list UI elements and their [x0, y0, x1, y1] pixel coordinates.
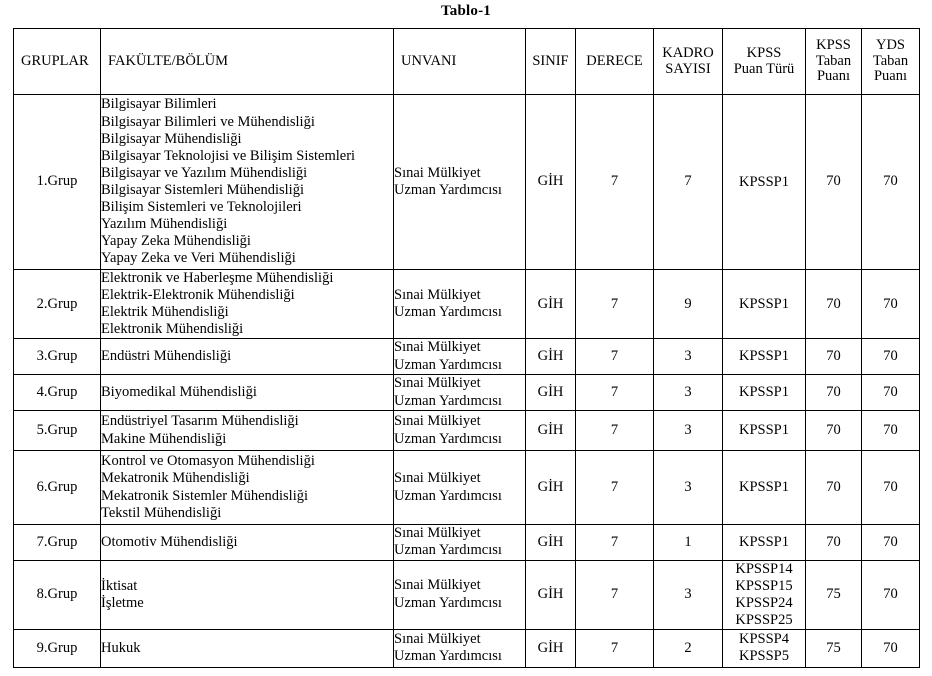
- table-row: [14, 411, 920, 451]
- cell-kadro-sayisi: 1: [654, 525, 723, 561]
- cell-line: Uzman Yardımcısı: [394, 356, 502, 373]
- cell-kadro-sayisi: 3: [654, 451, 723, 525]
- cell-kadro-sayisi: 2: [654, 629, 723, 667]
- cell-kpss-puan-turu: [723, 629, 806, 667]
- column-header-fakulte-bolum: FAKÜLTE/BÖLÜM: [101, 29, 394, 95]
- header-line: Puanı: [873, 68, 908, 85]
- cell-line: KPSSP1: [739, 348, 789, 365]
- cell-line: İktisat: [101, 577, 138, 594]
- cell-line: Sınai Mülkiyet: [394, 413, 481, 430]
- cell-grup: 6.Grup: [14, 451, 101, 525]
- cell-line: KPSSP1: [739, 173, 789, 190]
- header-line: KADRO: [662, 45, 714, 62]
- cell-sinif: GİH: [526, 451, 576, 525]
- cell-kpss-puan-turu: [723, 339, 806, 375]
- table-row: [14, 525, 920, 561]
- cell-grup: 9.Grup: [14, 629, 101, 667]
- cell-unvani: [394, 629, 526, 667]
- cell-line: Mekatronik Sistemler Mühendisliği: [101, 487, 309, 504]
- cell-line: Mekatronik Mühendisliği: [101, 470, 250, 487]
- cell-line: Elektrik-Elektronik Mühendisliği: [101, 287, 295, 304]
- cell-line: KPSSP1: [739, 479, 789, 496]
- cell-line: KPSSP24: [735, 594, 793, 611]
- cell-line: Uzman Yardımcısı: [394, 392, 502, 409]
- cell-unvani: [394, 411, 526, 451]
- cell-line: Sınai Mülkiyet: [394, 470, 481, 487]
- cell-line: Bilgisayar Teknolojisi ve Bilişim Sistemleri: [101, 147, 356, 164]
- cell-kpss-taban-puani: 70: [806, 451, 862, 525]
- header-line: Puan Türü: [733, 60, 795, 77]
- cell-derece: 7: [576, 375, 654, 411]
- cell-line: KPSSP14: [735, 561, 793, 578]
- cell-sinif: GİH: [526, 339, 576, 375]
- table-row: [14, 375, 920, 411]
- table-row: [14, 560, 920, 629]
- cell-line: Sınai Mülkiyet: [394, 286, 481, 303]
- cell-derece: 7: [576, 560, 654, 629]
- cell-fakulte-bolum: [101, 525, 394, 561]
- cell-line: Sınai Mülkiyet: [394, 339, 481, 356]
- cell-line: KPSSP1: [739, 533, 789, 550]
- cell-line: Endüstri Mühendisliği: [101, 348, 232, 365]
- cell-line: Yazılım Mühendisliği: [101, 216, 228, 233]
- cell-kadro-sayisi: 3: [654, 560, 723, 629]
- cell-line: Sınai Mülkiyet: [394, 630, 481, 647]
- cell-line: Uzman Yardımcısı: [394, 648, 502, 665]
- cell-kpss-puan-turu: [723, 270, 806, 339]
- cell-yds-taban-puani: 70: [862, 525, 920, 561]
- cell-derece: 7: [576, 451, 654, 525]
- header-line: KPSS: [816, 37, 851, 54]
- cell-line: Sınai Mülkiyet: [394, 375, 481, 392]
- header-line: Puanı: [816, 68, 851, 85]
- table-row: [14, 451, 920, 525]
- cell-yds-taban-puani: 70: [862, 95, 920, 270]
- column-header-sinif: SINIF: [526, 29, 576, 95]
- cell-line: Elektronik Mühendisliği: [101, 321, 244, 338]
- column-header-unvani: UNVANI: [394, 29, 526, 95]
- column-header-kpss-taban-puani: [806, 29, 862, 95]
- cell-yds-taban-puani: 70: [862, 270, 920, 339]
- cell-unvani: [394, 270, 526, 339]
- cell-line: Uzman Yardımcısı: [394, 430, 502, 447]
- cell-yds-taban-puani: 70: [862, 411, 920, 451]
- header-line: YDS: [875, 37, 905, 54]
- cell-yds-taban-puani: 70: [862, 451, 920, 525]
- cell-kadro-sayisi: 7: [654, 95, 723, 270]
- cell-sinif: GİH: [526, 95, 576, 270]
- cell-fakulte-bolum: [101, 270, 394, 339]
- cell-line: Yapay Zeka Mühendisliği: [101, 233, 251, 250]
- cell-kpss-puan-turu: [723, 411, 806, 451]
- cell-line: Hukuk: [101, 639, 141, 656]
- cell-line: Elektronik ve Haberleşme Mühendisliği: [101, 270, 334, 286]
- cell-grup: 7.Grup: [14, 525, 101, 561]
- cell-line: KPSSP15: [735, 577, 793, 594]
- cell-yds-taban-puani: 70: [862, 339, 920, 375]
- cell-line: Sınai Mülkiyet: [394, 164, 481, 181]
- cell-line: Bilgisayar Sistemleri Mühendisliği: [101, 182, 304, 198]
- cell-line: Bilgisayar ve Yazılım Mühendisliği: [101, 164, 308, 181]
- table-header: [14, 29, 920, 95]
- cell-yds-taban-puani: 70: [862, 560, 920, 629]
- cell-unvani: [394, 339, 526, 375]
- cell-line: Kontrol ve Otomasyon Mühendisliği: [101, 453, 315, 470]
- cell-line: Uzman Yardımcısı: [394, 594, 502, 611]
- cell-kpss-taban-puani: 70: [806, 411, 862, 451]
- cell-derece: 7: [576, 525, 654, 561]
- cell-line: Biyomedikal Mühendisliği: [101, 384, 257, 401]
- page-title: Tablo-1: [440, 3, 492, 19]
- cell-unvani: [394, 560, 526, 629]
- cell-line: Elektrik Mühendisliği: [101, 304, 229, 321]
- table-body: [14, 95, 920, 668]
- column-header-derece: DERECE: [576, 29, 654, 95]
- column-header-yds-taban-puani: [862, 29, 920, 95]
- cell-sinif: GİH: [526, 560, 576, 629]
- cell-grup: 3.Grup: [14, 339, 101, 375]
- cell-kpss-puan-turu: [723, 375, 806, 411]
- cell-grup: 1.Grup: [14, 95, 101, 270]
- table-container: [13, 28, 919, 668]
- cell-unvani: [394, 375, 526, 411]
- cell-kpss-taban-puani: 75: [806, 629, 862, 667]
- cell-line: Bilgisayar Bilimleri: [101, 96, 217, 113]
- cell-fakulte-bolum: [101, 95, 394, 270]
- cell-kpss-taban-puani: 70: [806, 95, 862, 270]
- cell-kpss-taban-puani: 70: [806, 375, 862, 411]
- cell-line: Sınai Mülkiyet: [394, 577, 481, 594]
- cell-yds-taban-puani: 70: [862, 375, 920, 411]
- cell-sinif: GİH: [526, 629, 576, 667]
- cell-unvani: [394, 525, 526, 561]
- header-line: SAYISI: [665, 60, 711, 77]
- cell-kadro-sayisi: 3: [654, 411, 723, 451]
- cell-kadro-sayisi: 9: [654, 270, 723, 339]
- cell-kpss-taban-puani: 70: [806, 270, 862, 339]
- column-header-kpss-puan-turu: [723, 29, 806, 95]
- table-row: [14, 95, 920, 270]
- cell-grup: 2.Grup: [14, 270, 101, 339]
- cell-sinif: GİH: [526, 525, 576, 561]
- cell-line: KPSSP1: [739, 295, 789, 312]
- cell-line: KPSSP1: [739, 384, 789, 401]
- table-row: [14, 629, 920, 667]
- cell-derece: 7: [576, 411, 654, 451]
- cell-line: Makine Mühendisliği: [101, 430, 227, 447]
- cell-line: Bilgisayar Bilimleri ve Mühendisliği: [101, 113, 315, 130]
- table-row: [14, 270, 920, 339]
- header-row: [14, 29, 920, 95]
- cell-fakulte-bolum: [101, 375, 394, 411]
- cell-grup: 5.Grup: [14, 411, 101, 451]
- cell-line: Endüstriyel Tasarım Mühendisliği: [101, 413, 299, 430]
- cell-yds-taban-puani: 70: [862, 629, 920, 667]
- cell-line: KPSSP4: [739, 631, 789, 648]
- header-line: Taban: [815, 52, 852, 69]
- header-line: Taban: [872, 52, 909, 69]
- cell-sinif: GİH: [526, 270, 576, 339]
- cell-derece: 7: [576, 339, 654, 375]
- cell-kpss-puan-turu: [723, 560, 806, 629]
- cell-grup: 4.Grup: [14, 375, 101, 411]
- column-header-kadro-sayisi: [654, 29, 723, 95]
- cell-kpss-taban-puani: 70: [806, 339, 862, 375]
- cell-fakulte-bolum: [101, 560, 394, 629]
- cell-kpss-taban-puani: 70: [806, 525, 862, 561]
- cell-fakulte-bolum: [101, 451, 394, 525]
- cell-fakulte-bolum: [101, 339, 394, 375]
- cell-kpss-puan-turu: [723, 525, 806, 561]
- cell-unvani: [394, 95, 526, 270]
- cell-derece: 7: [576, 270, 654, 339]
- cell-derece: 7: [576, 95, 654, 270]
- cell-kadro-sayisi: 3: [654, 339, 723, 375]
- header-line: KPSS: [746, 45, 782, 62]
- cell-line: Uzman Yardımcısı: [394, 487, 502, 504]
- cell-line: Tekstil Mühendisliği: [101, 504, 222, 521]
- column-header-gruplar: GRUPLAR: [14, 29, 101, 95]
- cell-line: Sınai Mülkiyet: [394, 525, 481, 541]
- cell-line: Yapay Zeka ve Veri Mühendisliği: [101, 250, 296, 267]
- cell-sinif: GİH: [526, 411, 576, 451]
- cell-line: İşletme: [101, 594, 144, 611]
- cell-kpss-taban-puani: 75: [806, 560, 862, 629]
- table-row: [14, 339, 920, 375]
- cell-line: Bilgisayar Mühendisliği: [101, 130, 242, 147]
- cell-unvani: [394, 451, 526, 525]
- cell-line: KPSSP5: [739, 648, 789, 665]
- cell-grup: 8.Grup: [14, 560, 101, 629]
- cell-kpss-puan-turu: [723, 451, 806, 525]
- cell-line: Otomotiv Mühendisliği: [101, 533, 238, 550]
- cell-line: KPSSP25: [735, 611, 793, 628]
- cell-line: KPSSP1: [739, 422, 789, 439]
- cell-fakulte-bolum: [101, 411, 394, 451]
- kadro-table: [13, 28, 920, 668]
- cell-derece: 7: [576, 629, 654, 667]
- cell-kadro-sayisi: 3: [654, 375, 723, 411]
- cell-line: Uzman Yardımcısı: [394, 542, 502, 559]
- cell-line: Bilişim Sistemleri ve Teknolojileri: [101, 199, 302, 216]
- cell-line: Uzman Yardımcısı: [394, 304, 502, 321]
- cell-fakulte-bolum: [101, 629, 394, 667]
- cell-kpss-puan-turu: [723, 95, 806, 270]
- cell-sinif: GİH: [526, 375, 576, 411]
- cell-line: Uzman Yardımcısı: [394, 182, 502, 198]
